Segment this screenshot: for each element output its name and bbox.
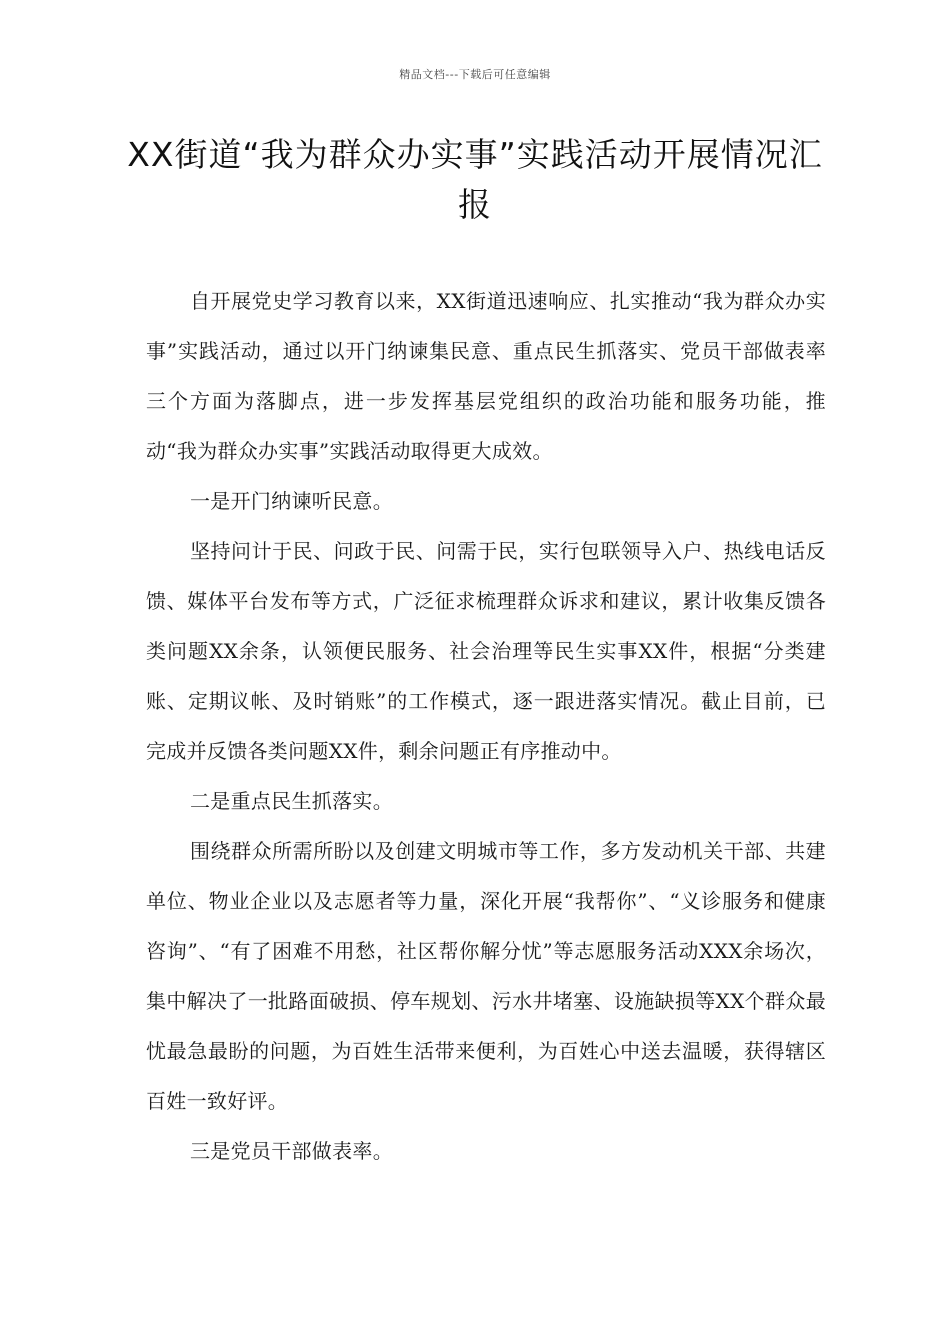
paragraph-section-2: 围绕群众所需所盼以及创建文明城市等工作，多方发动机关干部、共建单位、物业企业以及志愿者等力量，深化开展“我帮你”、“义诊服务和健康咨询”、“有了困难不用愁，社区帮你解分忧”等志愿服务活动XXX余场次，集中解决了一批路面破损、停车规划、污水井堵塞、设施缺损等XX个群众最忧最急最盼的问题，为百姓生活带来便利，为百姓心中送去温暖，获得辖区百姓一致好评。 — [146, 839, 826, 1113]
header-note: 精品文档---下载后可任意编辑 — [399, 68, 551, 81]
section-heading-3: 三是党员干部做表率。 — [190, 1139, 393, 1163]
section-heading-1: 一是开门纳谏听民意。 — [190, 489, 393, 513]
document-title: XX街道“我为群众办实事”实践活动开展情况汇报 — [127, 135, 823, 224]
paragraph-section-1: 坚持问计于民、问政于民、问需于民，实行包联领导入户、热线电话反馈、媒体平台发布等方式，广泛征求梳理群众诉求和建议，累计收集反馈各类问题XX余条，认领便民服务、社会治理等民生实事XX件，根据“分类建账、定期议帐、及时销账”的工作模式，逐一跟进落实情况。截止目前，已完成并反馈各类问题XX件，剩余问题正有序推动中。 — [146, 539, 826, 763]
section-heading-2: 二是重点民生抓落实。 — [190, 789, 393, 813]
paragraph-intro: 自开展党史学习教育以来，XX街道迅速响应、扎实推动“我为群众办实事”实践活动，通过以开门纳谏集民意、重点民生抓落实、党员干部做表率三个方面为落脚点，进一步发挥基层党组织的政治功能和服务功能，推动“我为群众办实事”实践活动取得更大成效。 — [146, 289, 826, 463]
document-body — [146, 276, 826, 1176]
